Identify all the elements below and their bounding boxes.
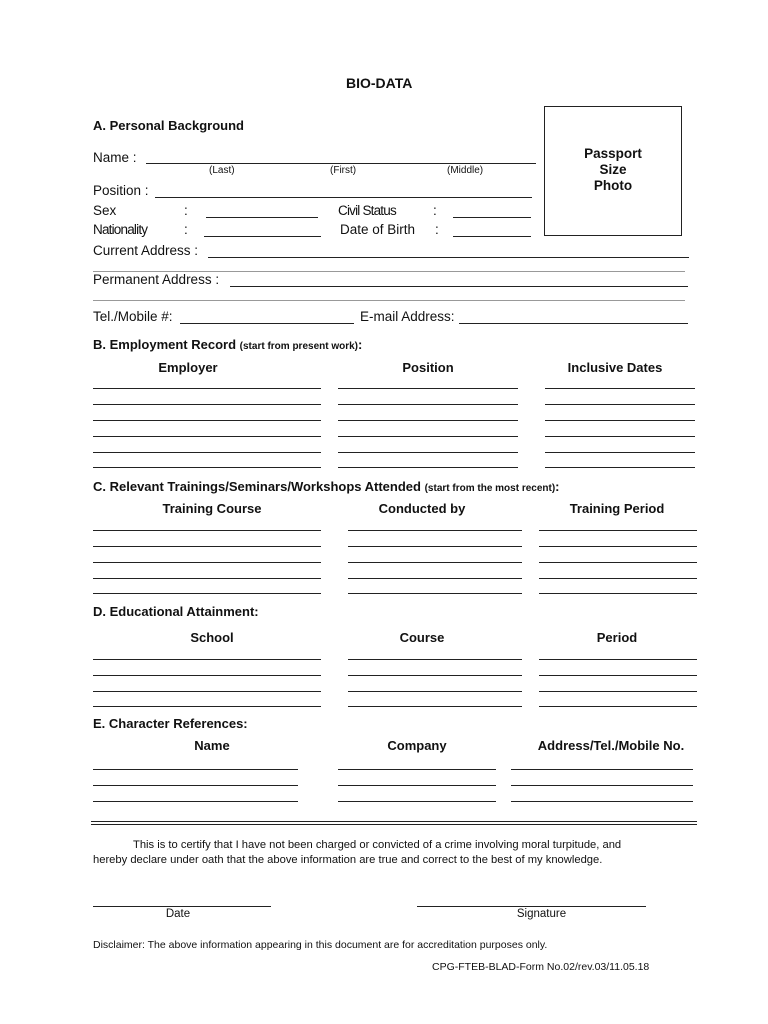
col-position: Position: [402, 360, 454, 375]
dates-row-2[interactable]: [545, 404, 695, 405]
period-row-2[interactable]: [539, 675, 697, 676]
section-b-title: B. Employment Record: [93, 337, 237, 352]
disclaimer: Disclaimer: The above information appearing in this document are for accreditation purposes only.: [93, 939, 548, 951]
section-b-colon: :: [358, 337, 363, 352]
period-row-1[interactable]: [539, 659, 697, 660]
ref-name-row-3[interactable]: [93, 801, 298, 802]
middle-name-caption: (Middle): [447, 165, 484, 176]
position-field[interactable]: [155, 197, 532, 198]
col-conducted-by: Conducted by: [378, 501, 466, 516]
photo-label-line1: Passport: [584, 146, 642, 161]
section-divider: [91, 821, 697, 825]
page-title: BIO-DATA: [346, 75, 413, 91]
civil-status-label: Civil Status: [338, 203, 396, 218]
dob-label: Date of Birth: [340, 222, 416, 237]
permanent-address-field[interactable]: [230, 286, 688, 287]
nationality-label: Nationality: [93, 222, 148, 237]
date-label: Date: [165, 908, 191, 920]
training-period-row-1[interactable]: [539, 530, 697, 531]
ref-company-row-2[interactable]: [338, 785, 496, 786]
training-course-row-5[interactable]: [93, 593, 321, 594]
sex-label: Sex: [93, 203, 117, 218]
email-label: E-mail Address:: [360, 309, 455, 324]
position-row-4[interactable]: [338, 436, 518, 437]
col-ref-contact: Address/Tel./Mobile No.: [537, 738, 685, 753]
sex-field[interactable]: [206, 217, 318, 218]
ref-contact-row-2[interactable]: [511, 785, 693, 786]
dates-row-6[interactable]: [545, 467, 695, 468]
civil-status-field[interactable]: [453, 217, 531, 218]
date-field[interactable]: [93, 906, 271, 907]
permanent-address-label: Permanent Address :: [93, 272, 220, 287]
section-b-heading: [93, 337, 362, 352]
ref-name-row-2[interactable]: [93, 785, 298, 786]
sex-colon: :: [184, 203, 188, 218]
current-address-field[interactable]: [208, 257, 689, 258]
col-inclusive-dates: Inclusive Dates: [567, 360, 663, 375]
col-employer: Employer: [158, 360, 218, 375]
dates-row-5[interactable]: [545, 452, 695, 453]
col-ref-name: Name: [194, 738, 230, 753]
dates-row-4[interactable]: [545, 436, 695, 437]
employer-row-1[interactable]: [93, 388, 321, 389]
ref-contact-row-1[interactable]: [511, 769, 693, 770]
employer-row-4[interactable]: [93, 436, 321, 437]
training-course-row-3[interactable]: [93, 562, 321, 563]
training-course-row-1[interactable]: [93, 530, 321, 531]
conducted-by-row-2[interactable]: [348, 546, 522, 547]
photo-label-line3: Photo: [593, 178, 633, 193]
section-a-heading: A. Personal Background: [93, 118, 244, 133]
employer-row-6[interactable]: [93, 467, 321, 468]
school-row-1[interactable]: [93, 659, 321, 660]
course-row-1[interactable]: [348, 659, 522, 660]
period-row-3[interactable]: [539, 691, 697, 692]
name-field[interactable]: [146, 163, 536, 164]
training-course-row-2[interactable]: [93, 546, 321, 547]
dates-row-1[interactable]: [545, 388, 695, 389]
col-period: Period: [596, 630, 638, 645]
course-row-4[interactable]: [348, 706, 522, 707]
form-code: CPG-FTEB-BLAD-Form No.02/rev.03/11.05.18: [432, 961, 650, 973]
tel-field[interactable]: [180, 323, 354, 324]
training-period-row-5[interactable]: [539, 593, 697, 594]
signature-label: Signature: [516, 908, 567, 920]
section-c-heading: [93, 479, 560, 494]
email-field[interactable]: [459, 323, 688, 324]
certification-line-2: hereby declare under oath that the above information are true and correct to the best of my knowledge.: [93, 854, 603, 866]
ref-company-row-1[interactable]: [338, 769, 496, 770]
dates-row-3[interactable]: [545, 420, 695, 421]
section-b-note: (start from present work): [239, 341, 359, 352]
training-period-row-2[interactable]: [539, 546, 697, 547]
school-row-3[interactable]: [93, 691, 321, 692]
col-ref-company: Company: [387, 738, 447, 753]
col-training-course: Training Course: [162, 501, 262, 516]
col-course: Course: [399, 630, 445, 645]
section-e-heading: E. Character References:: [93, 716, 248, 731]
conducted-by-row-4[interactable]: [348, 578, 522, 579]
dob-field[interactable]: [453, 236, 531, 237]
conducted-by-row-5[interactable]: [348, 593, 522, 594]
section-d-heading: D. Educational Attainment:: [93, 604, 259, 619]
conducted-by-row-3[interactable]: [348, 562, 522, 563]
position-row-5[interactable]: [338, 452, 518, 453]
current-address-label: Current Address :: [93, 243, 199, 258]
position-row-1[interactable]: [338, 388, 518, 389]
training-period-row-3[interactable]: [539, 562, 697, 563]
first-name-caption: (First): [330, 165, 357, 176]
ref-company-row-3[interactable]: [338, 801, 496, 802]
signature-field[interactable]: [417, 906, 646, 907]
section-c-title: C. Relevant Trainings/Seminars/Workshops Attended: [93, 479, 421, 494]
position-row-3[interactable]: [338, 420, 518, 421]
school-row-2[interactable]: [93, 675, 321, 676]
training-course-row-4[interactable]: [93, 578, 321, 579]
employer-row-3[interactable]: [93, 420, 321, 421]
col-training-period: Training Period: [569, 501, 665, 516]
conducted-by-row-1[interactable]: [348, 530, 522, 531]
position-row-2[interactable]: [338, 404, 518, 405]
dob-colon: :: [435, 222, 439, 237]
employer-row-5[interactable]: [93, 452, 321, 453]
ref-contact-row-3[interactable]: [511, 801, 693, 802]
section-c-colon: :: [555, 479, 560, 494]
section-c-note: (start from the most recent): [424, 483, 556, 494]
certification-line-1: This is to certify that I have not been charged or convicted of a crime involving moral turpitude, and: [133, 839, 622, 851]
position-label: Position :: [93, 183, 149, 198]
name-label: Name :: [93, 150, 137, 165]
permanent-address-line2[interactable]: [93, 300, 685, 301]
photo-label-line2: Size: [599, 162, 627, 177]
col-school: School: [190, 630, 234, 645]
course-row-3[interactable]: [348, 691, 522, 692]
training-period-row-4[interactable]: [539, 578, 697, 579]
tel-label: Tel./Mobile #:: [93, 309, 173, 324]
civil-status-colon: :: [433, 203, 437, 218]
last-name-caption: (Last): [209, 165, 235, 176]
period-row-4[interactable]: [539, 706, 697, 707]
nationality-colon: :: [184, 222, 188, 237]
ref-name-row-1[interactable]: [93, 769, 298, 770]
employer-row-2[interactable]: [93, 404, 321, 405]
passport-photo-box: [544, 106, 682, 236]
position-row-6[interactable]: [338, 467, 518, 468]
course-row-2[interactable]: [348, 675, 522, 676]
school-row-4[interactable]: [93, 706, 321, 707]
nationality-field[interactable]: [204, 236, 321, 237]
